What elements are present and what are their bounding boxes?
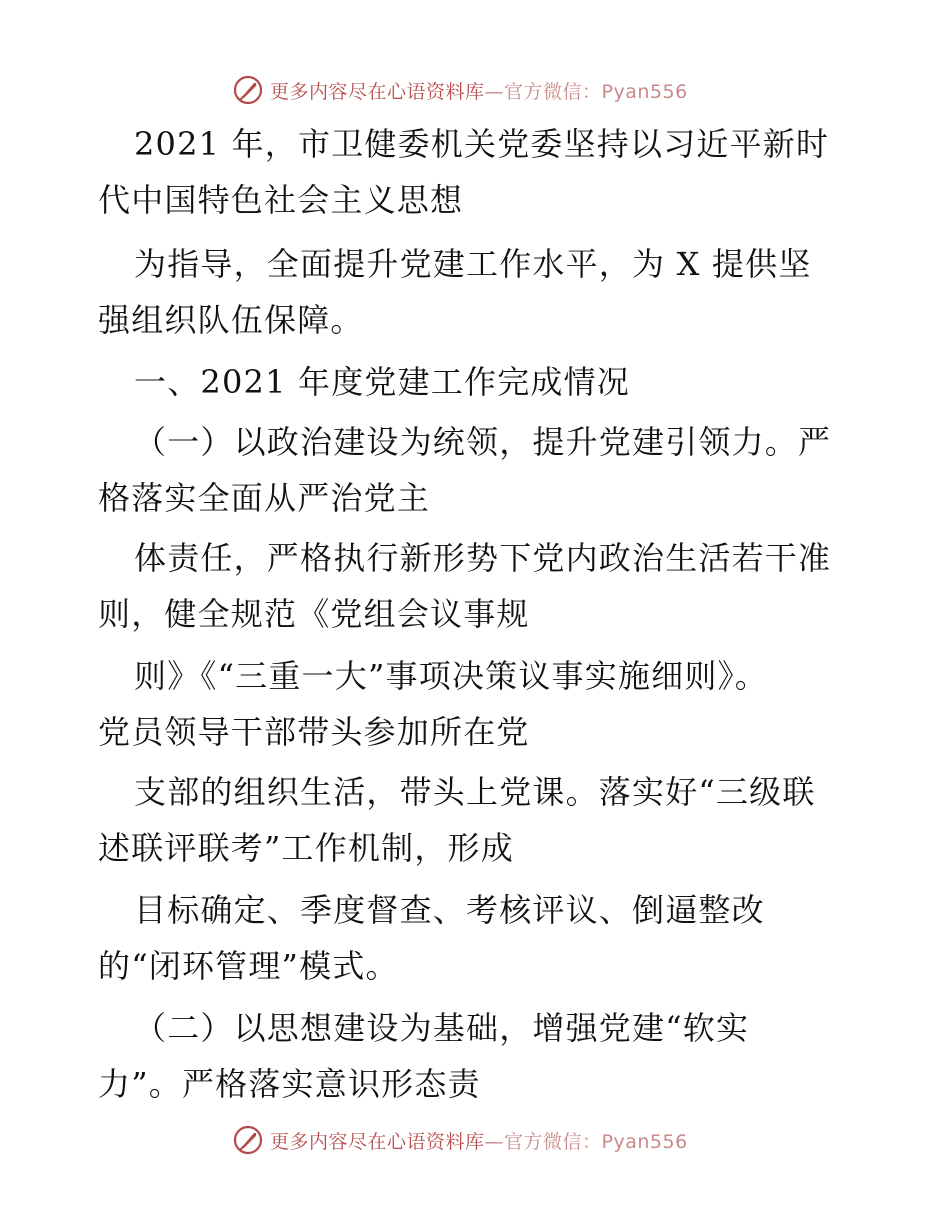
feather-pen-circle-icon: [232, 74, 264, 106]
body-line: （二）以思想建设为基础，增强党建“软实: [134, 1009, 750, 1047]
body-line: 则，健全规范《党组会议事规: [98, 595, 530, 633]
body-line: 力”。严格落实意识形态责: [98, 1065, 481, 1103]
footer-watermark: [232, 1122, 688, 1158]
body-line: 的“闭环管理”模式。: [98, 947, 399, 985]
body-line: 2021 年，市卫健委机关党委坚持以习近平新时: [134, 125, 830, 163]
section-heading: 一、2021 年度党建工作完成情况: [134, 363, 631, 401]
body-line: 则》《“三重一大”事项决策议事实施细则》。: [134, 657, 768, 695]
body-line: 体责任，严格执行新形势下党内政治生活若干准: [134, 539, 832, 577]
body-line: 党员领导干部带头参加所在党: [98, 713, 530, 751]
feather-pen-circle-icon: [232, 1124, 264, 1156]
header-watermark: [232, 72, 688, 108]
body-line: 格落实全面从严治党主: [98, 479, 431, 517]
watermark-text: 更多内容尽在心语资料库—官方微信：Pyan556: [270, 80, 688, 103]
body-line: 强组织队伍保障。: [98, 301, 364, 339]
body-line: 述联评联考”工作机制，形成: [98, 829, 514, 867]
body-line: 代中国特色社会主义思想: [98, 181, 464, 219]
body-line: 目标确定、季度督查、考核评议、倒逼整改: [134, 891, 765, 929]
watermark-text: 更多内容尽在心语资料库—官方微信：Pyan556: [270, 1130, 688, 1153]
body-line: 支部的组织生活，带头上党课。落实好“三级联: [134, 773, 816, 811]
body-line: （一）以政治建设为统领，提升党建引领力。严: [134, 423, 832, 461]
body-line: 为指导，全面提升党建工作水平，为 X 提供坚: [134, 245, 812, 283]
